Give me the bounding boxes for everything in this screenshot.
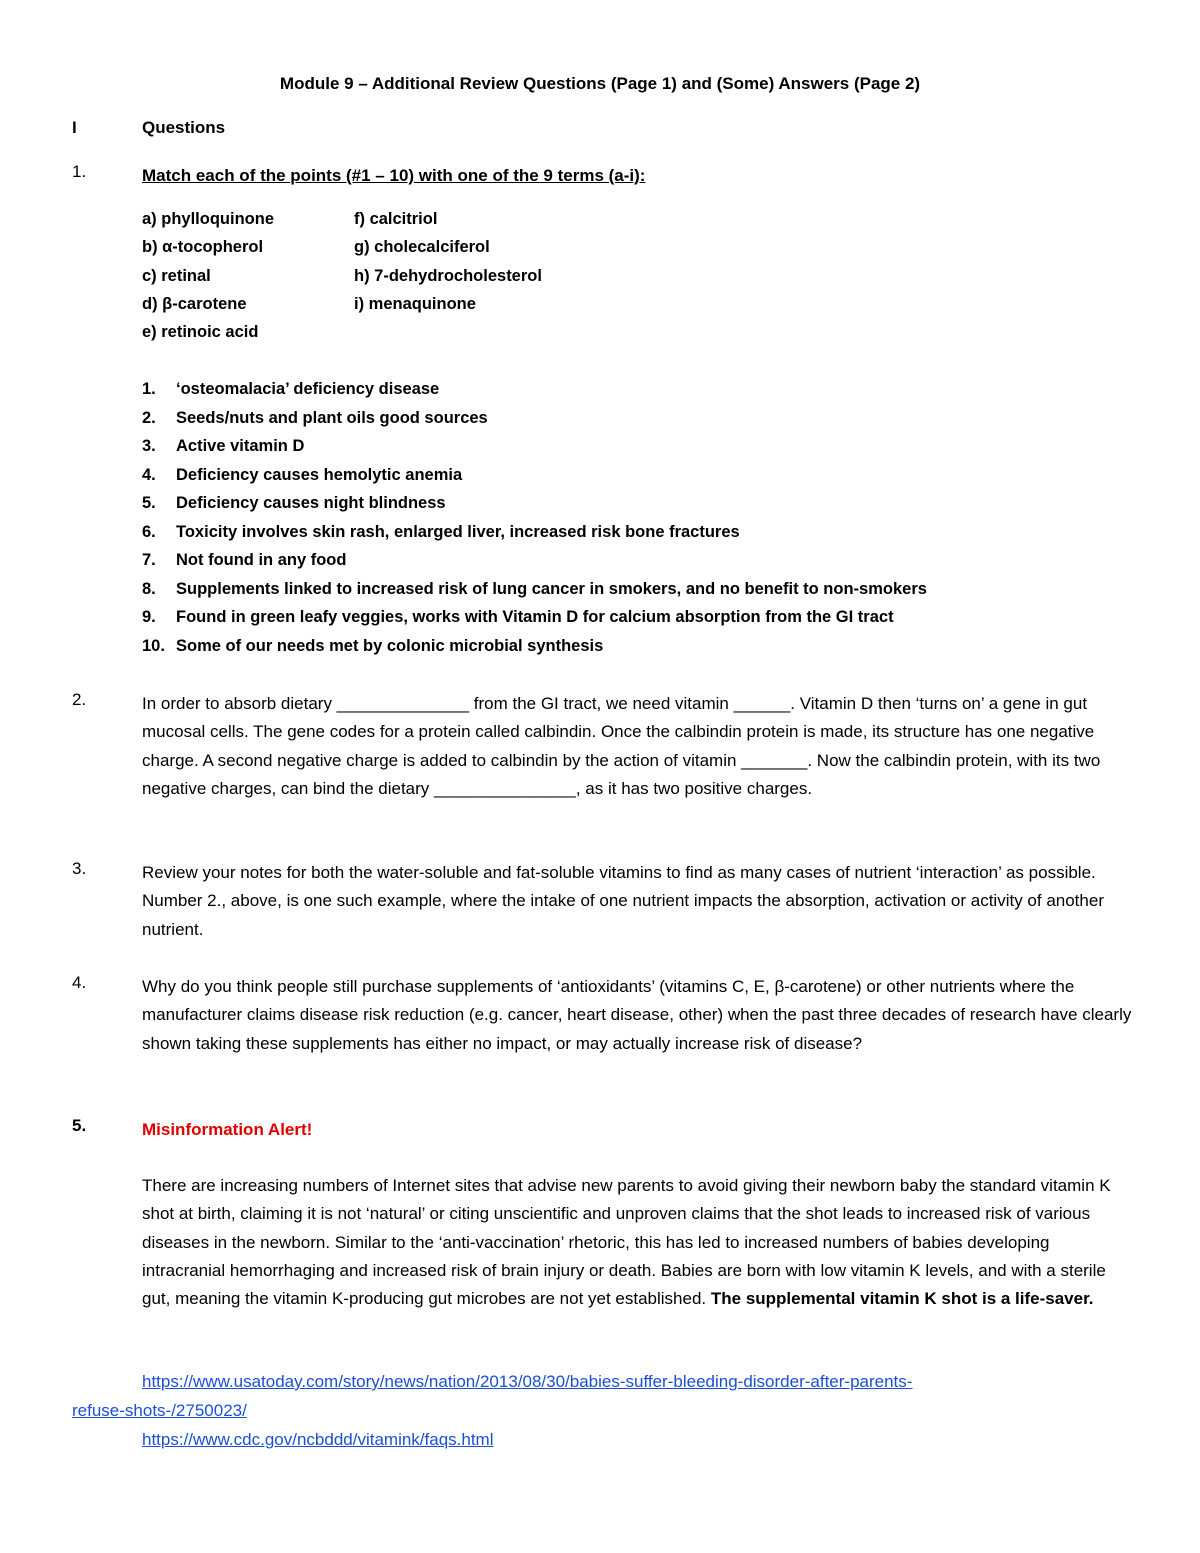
question-3-number: 3. xyxy=(72,859,87,878)
question-4-text: Why do you think people still purchase supplements of ‘antioxidants’ (vitamins C, E, β-carotene) or other nutrients where the manufacturer claims disease risk reduction (e.g. cancer, heart disease, other) when the past three decades of research have clearly shown taking these supplements has either no impact, or may actually increase risk of disease? xyxy=(142,977,1132,1053)
term xyxy=(354,318,654,346)
question-5-number: 5. xyxy=(72,1116,87,1135)
term: i) menaquinone xyxy=(354,294,476,313)
list-item: 4. Deficiency causes hemolytic anemia xyxy=(142,465,463,484)
list-item: 1. ‘osteomalacia’ deficiency disease xyxy=(142,380,440,398)
question-5-heading xyxy=(142,1116,1132,1144)
list-item: 10. Some of our needs met by colonic microbial synthesis xyxy=(142,636,604,655)
question-3-text: Review your notes for both the water-soluble and fat-soluble vitamins to find as many cases of nutrient ‘interaction’ as possible. Number 2., above, is one such example, where the intake of one nutrient impacts the absorption, activation or activity of another nutrient. xyxy=(142,863,1104,939)
term: b) α-tocopherol xyxy=(142,238,264,257)
cdc-link[interactable]: https://www.cdc.gov/ncbddd/vitamink/faqs.html xyxy=(142,1430,494,1449)
points-list xyxy=(142,375,927,660)
term: d) β-carotene xyxy=(142,294,247,313)
term: g) cholecalciferol xyxy=(354,238,490,257)
term: f) calcitriol xyxy=(354,210,438,228)
term: c) retinal xyxy=(142,266,211,285)
list-item: 7. Not found in any food xyxy=(142,551,347,569)
section-heading xyxy=(72,118,226,138)
section-label: Questions xyxy=(142,118,226,137)
list-item: 3. Active vitamin D xyxy=(142,437,305,455)
page-title: Module 9 – Additional Review Questions (Page 1) and (Some) Answers (Page 2) xyxy=(279,74,921,93)
question-5-text xyxy=(142,1172,1132,1313)
usatoday-link-part2[interactable]: refuse-shots-/2750023/ xyxy=(72,1401,247,1420)
term: e) retinoic acid xyxy=(142,323,259,342)
question-2-number: 2. xyxy=(72,690,87,709)
list-item: 9. Found in green leafy veggies, works with Vitamin D for calcium absorption from the GI tract xyxy=(142,608,894,626)
list-item: 2. Seeds/nuts and plant oils good sources xyxy=(142,408,488,427)
terms-list xyxy=(142,205,662,346)
question-1-heading-text: Match each of the points (#1 – 10) with one of the 9 terms (a-i): xyxy=(142,166,646,185)
usatoday-link-part1[interactable]: https://www.usatoday.com/story/news/nation/2013/08/30/babies-suffer-bleeding-disorder-after-parents- xyxy=(142,1372,913,1391)
misinformation-alert-heading: Misinformation Alert! xyxy=(142,1120,313,1139)
section-numeral: I xyxy=(72,118,77,137)
question-5-bold-statement: The supplemental vitamin K shot is a life-saver. xyxy=(710,1289,1094,1309)
question-5-body: There are increasing numbers of Internet sites that advise new parents to avoid giving their newborn baby the standard vitamin K shot at birth, claiming it is not ‘natural’ or citing unscientific and unproven claims that the shot leads to increased risk of various diseases in the newborn. Similar to the ‘anti-vaccination’ rhetoric, this has led to increased numbers of babies developing intracranial hemorrhaging and increased risk of brain injury or death. Babies are born with low vitamin K levels, and with a sterile gut, meaning the vitamin K-producing gut microbes are not yet established. xyxy=(142,1176,1111,1309)
question-4-number: 4. xyxy=(72,973,87,992)
question-1-heading xyxy=(142,162,1132,190)
list-item: 8. Supplements linked to increased risk of lung cancer in smokers, and no benefit to non-smokers xyxy=(142,579,927,598)
question-1-number: 1. xyxy=(72,162,87,181)
list-item: 5. Deficiency causes night blindness xyxy=(142,494,446,512)
question-2-text: In order to absorb dietary ______________ from the GI tract, we need vitamin ______. Vitamin D then ‘turns on’ a gene in gut mucosal cells. The gene codes for a protein called calbindin. Once the calbindin protein is made, its structure has one negative charge. A second negative charge is added to calbindin by the action of vitamin _______. Now the calbindin protein, with its two negative charges, can bind the dietary _______________, as it has two positive charges. xyxy=(142,694,1101,798)
list-item: 6. Toxicity involves skin rash, enlarged liver, increased risk bone fractures xyxy=(142,522,740,541)
term: a) phylloquinone xyxy=(142,210,274,228)
term: h) 7-dehydrocholesterol xyxy=(354,266,542,285)
